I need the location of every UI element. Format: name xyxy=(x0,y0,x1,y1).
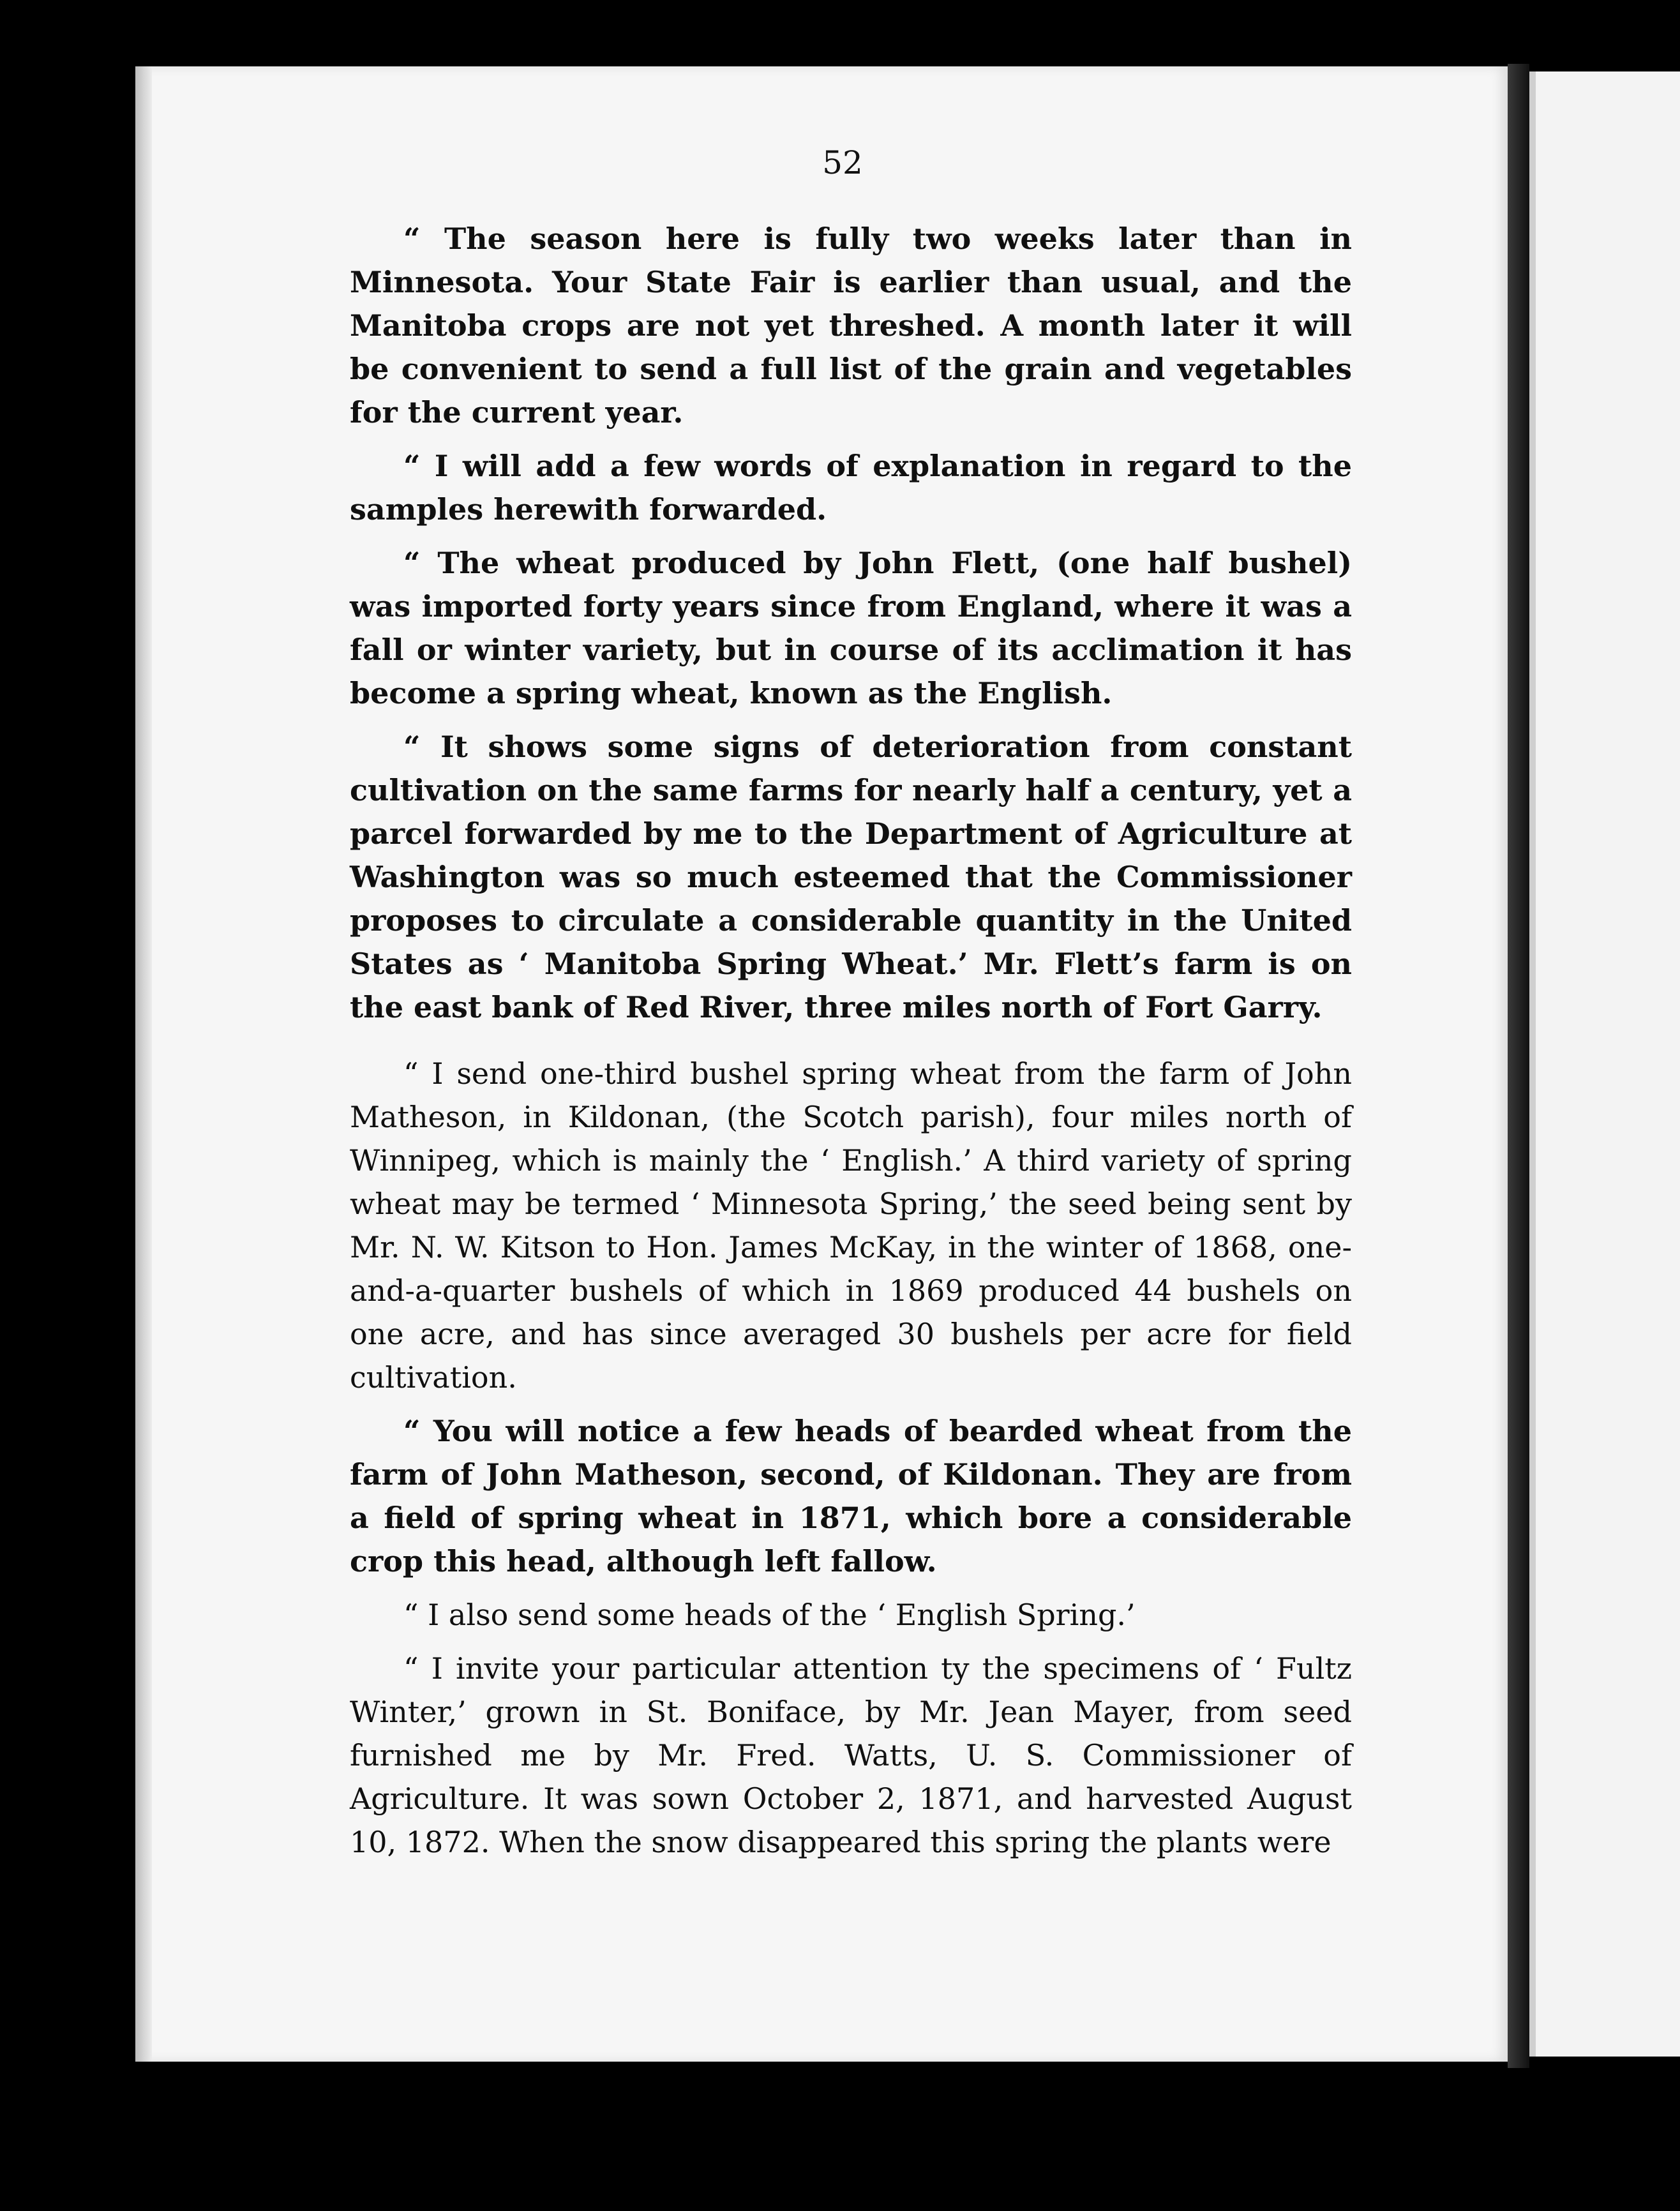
paragraph: “ You will notice a few heads of bearded wheat from the farm of John Matheson, second, of Kildonan. They are from a field of spring wheat in 1871, which bore a considerable crop this head, although left fallow. xyxy=(350,1414,1352,1578)
adjacent-page xyxy=(1529,71,1680,2057)
paragraph: “ I also send some heads of the ‘ English Spring.’ xyxy=(403,1598,1136,1632)
paragraph: “ The wheat produced by John Flett, (one half bushel) was imported forty years since from England, where it was a fall or winter variety, but in course of its acclimation it has become a spring wheat, known as the English. xyxy=(350,546,1352,710)
page-number: 52 xyxy=(822,144,863,181)
body-text xyxy=(350,217,1352,1874)
paragraph: “ I send one-third bushel spring wheat from the farm of John Matheson, in Kildonan, (the Scotch parish), four miles north of Winnipeg, which is mainly the ‘ English.’ A third variety of spring wheat may be termed ‘ Minnesota Spring,’ the seed being sent by Mr. N. W. Kitson to Hon. James McKay, in the winter of 1868, one-and-a-quarter bushels of which in 1869 produced 44 bushels on one acre, and has since averaged 30 bushels per acre for field cultivation. xyxy=(350,1056,1352,1395)
book-spine xyxy=(1508,64,1529,2068)
paragraph: “ I invite your particular attention ty the specimens of ‘ Fultz Winter,’ grown in St. Boniface, by Mr. Jean Mayer, from seed furnished me by Mr. Fred. Watts, U. S. Commissioner of Agriculture. It was sown October 2, 1871, and harvested August 10, 1872. When the snow disappeared this spring the plants were xyxy=(350,1651,1352,1859)
adjacent-page-edge xyxy=(1529,71,1536,2057)
paragraph: “ The season here is fully two weeks later than in Minnesota. Your State Fair is earlier than usual, and the Manitoba crops are not yet threshed. A month later it will be convenient to send a full list of the grain and vegetables for the current year. xyxy=(350,221,1352,430)
paragraph: “ I will add a few words of explanation in regard to the samples herewith forwarded. xyxy=(350,449,1352,527)
paragraph: “ It shows some signs of deterioration from constant cultivation on the same farms for nearly half a century, yet a parcel forwarded by me to the Department of Agriculture at Washington was so much esteemed that the Commissioner proposes to circulate a considerable quantity in the United States as ‘ Manitoba Spring Wheat.’ Mr. Flett’s farm is on the east bank of Red River, three miles north of Fort Garry. xyxy=(350,730,1352,1024)
page-gutter xyxy=(135,66,152,2062)
